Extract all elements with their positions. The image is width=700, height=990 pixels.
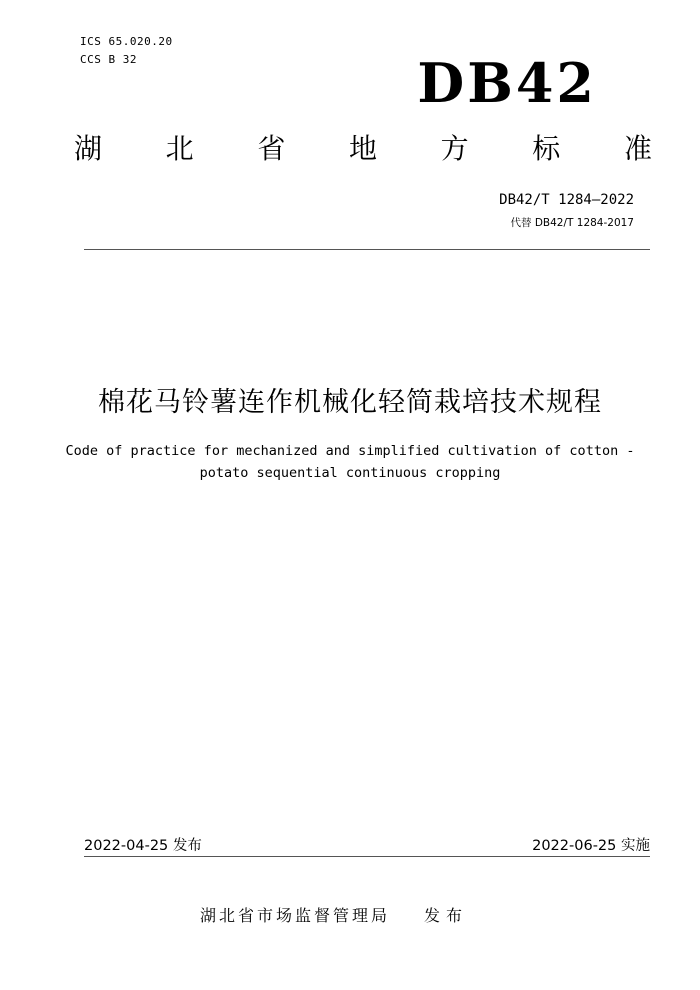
publisher-name: 湖北省市场监督管理局: [200, 906, 391, 925]
standard-type-char: 省: [257, 132, 286, 165]
title-english-line-1: Code of practice for mechanized and simplified cultivation of cotton -: [65, 443, 635, 459]
standard-type-char: 方: [440, 132, 469, 165]
standard-type-char: 北: [165, 132, 194, 165]
standard-type-char: 地: [348, 132, 377, 165]
standard-number: DB42/T 1284—2022: [499, 192, 634, 208]
ics-code: ICS 65.020.20: [80, 35, 173, 48]
publish-label: 发布: [424, 906, 469, 925]
bottom-divider: [84, 856, 650, 857]
top-divider: [84, 249, 650, 250]
standard-type-char: 准: [623, 132, 652, 165]
issue-date: 2022-04-25 发布: [84, 838, 202, 854]
standard-type-char: 标: [532, 132, 561, 165]
implementation-date: 2022-06-25 实施: [532, 838, 650, 854]
ccs-code: CCS B 32: [80, 53, 137, 66]
standard-type-char: 湖: [74, 132, 103, 165]
publisher-block: [200, 903, 468, 926]
replaces-note: 代替 DB42/T 1284-2017: [510, 217, 634, 229]
title-chinese: 棉花马铃薯连作机械化轻简栽培技术规程: [98, 387, 602, 418]
standard-type: [74, 132, 652, 165]
standard-mark: DB42: [417, 51, 597, 115]
title-english-line-2: potato sequential continuous cropping: [199, 465, 501, 481]
